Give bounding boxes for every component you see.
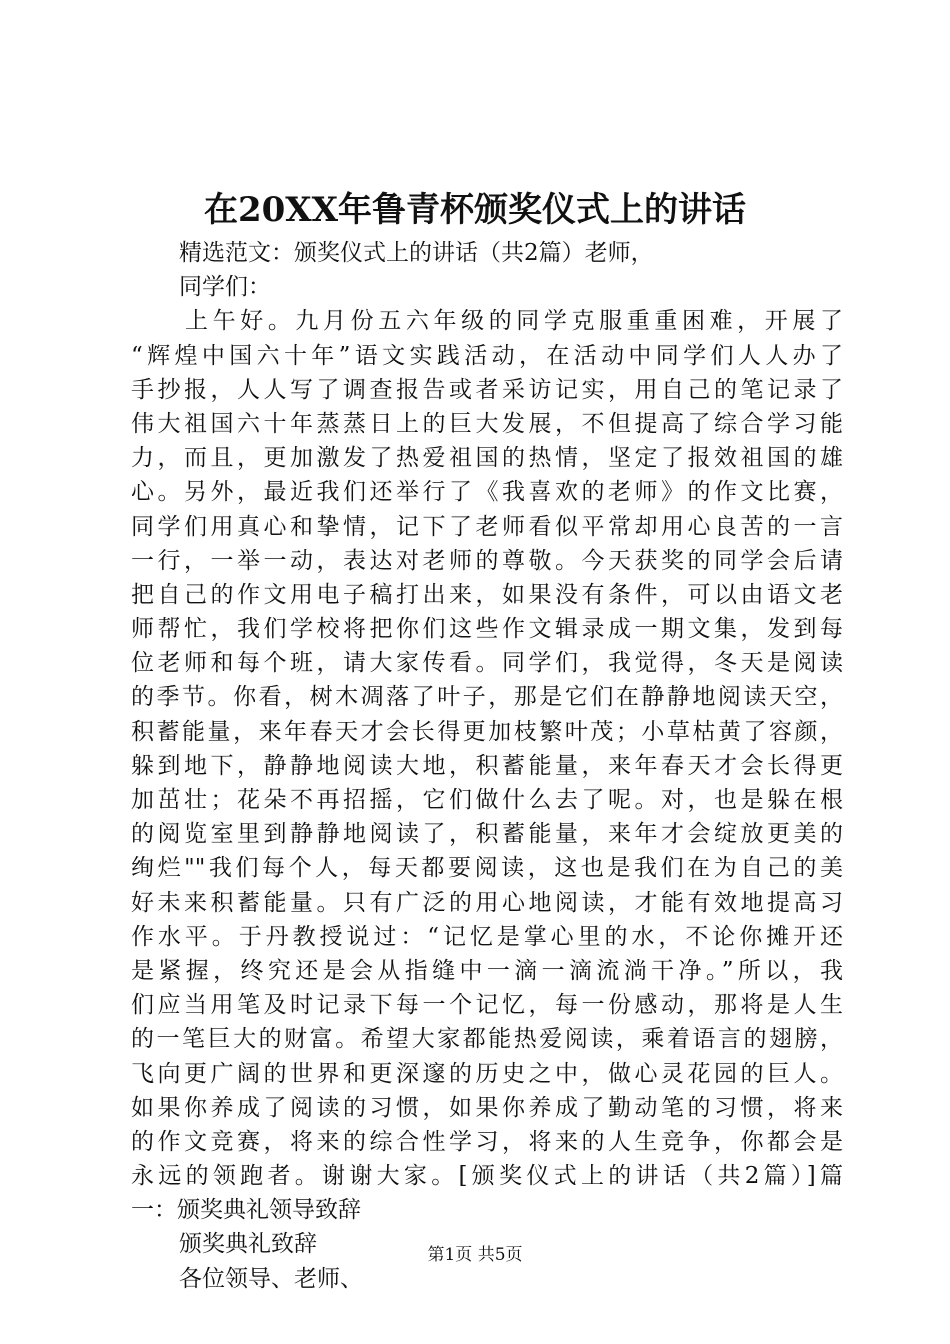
text-line: 一：颁奖典礼领导致辞 xyxy=(131,1197,361,1224)
text-line: 永远的领跑者。谢谢大家。[颁奖仪式上的讲话（共2篇）]篇 xyxy=(131,1163,843,1190)
text-line: 如果你养成了阅读的习惯，如果你养成了勤动笔的习惯，将来 xyxy=(131,1094,843,1121)
text-line: 师帮忙，我们学校将把你们这些作文辑录成一期文集，发到每 xyxy=(131,616,843,643)
text-line: 心。另外，最近我们还举行了《我喜欢的老师》的作文比赛， xyxy=(131,479,843,506)
text-line: 同学们用真心和挚情，记下了老师看似平常却用心良苦的一言 xyxy=(131,513,843,540)
text-line: 力，而且，更加激发了热爱祖国的热情，坚定了报效祖国的雄 xyxy=(131,445,843,472)
document-title: 在20XX年鲁青杯颁奖仪式上的讲话 xyxy=(203,190,747,230)
text-line: “辉煌中国六十年”语文实践活动，在活动中同学们人人办了 xyxy=(131,342,843,369)
text-line: 同学们： xyxy=(179,274,271,301)
text-line: 的作文竞赛，将来的综合性学习，将来的人生竞争，你都会是 xyxy=(131,1128,843,1155)
text-line: 的一笔巨大的财富。希望大家都能热爱阅读，乘着语言的翅膀， xyxy=(131,1026,843,1053)
text-line: 伟大祖国六十年蒸蒸日上的巨大发展，不但提高了综合学习能 xyxy=(131,410,843,437)
text-line: 作水平。于丹教授说过：“记忆是掌心里的水，不论你摊开还 xyxy=(131,923,843,950)
text-line: 手抄报，人人写了调查报告或者采访记实，用自己的笔记录了 xyxy=(131,376,843,403)
text-line: 躲到地下，静静地阅读大地，积蓄能量，来年春天才会长得更 xyxy=(131,752,843,779)
text-line: 各位领导、老师、 xyxy=(179,1265,363,1292)
text-line: 们应当用笔及时记录下每一个记忆，每一份感动，那将是人生 xyxy=(131,992,843,1019)
text-line: 上午好。九月份五六年级的同学克服重重困难，开展了 xyxy=(185,308,843,335)
text-line: 飞向更广阔的世界和更深邃的历史之中，做心灵花园的巨人。 xyxy=(131,1060,843,1087)
text-line: 精选范文：颁奖仪式上的讲话（共2篇）老师， xyxy=(179,240,654,266)
text-line: 好未来积蓄能量。只有广泛的用心地阅读，才能有效地提高习 xyxy=(131,889,843,916)
text-line: 的阅览室里到静静地阅读了，积蓄能量，来年才会绽放更美的 xyxy=(131,821,843,848)
text-line: 一行，一举一动，表达对老师的尊敬。今天获奖的同学会后请 xyxy=(131,547,843,574)
document-body xyxy=(131,236,843,1296)
text-line: 的季节。你看，树木凋落了叶子，那是它们在静静地阅读天空， xyxy=(131,684,843,711)
text-line: 把自己的作文用电子稿打出来，如果没有条件，可以由语文老 xyxy=(131,581,843,608)
text-line: 绚烂""我们每个人，每天都要阅读，这也是我们在为自己的美 xyxy=(131,855,843,882)
text-line: 加茁壮；花朵不再招摇，它们做什么去了呢。对，也是躲在根 xyxy=(131,787,843,813)
text-line: 是紧握，终究还是会从指缝中一滴一滴流淌干净。”所以，我 xyxy=(131,957,843,984)
text-line: 颁奖典礼致辞 xyxy=(179,1231,317,1258)
page-number-footer: 第1页 共5页 xyxy=(427,1245,523,1265)
text-line: 位老师和每个班，请大家传看。同学们，我觉得，冬天是阅读 xyxy=(131,650,843,677)
text-line: 积蓄能量，来年春天才会长得更加枝繁叶茂；小草枯黄了容颜， xyxy=(131,718,843,745)
